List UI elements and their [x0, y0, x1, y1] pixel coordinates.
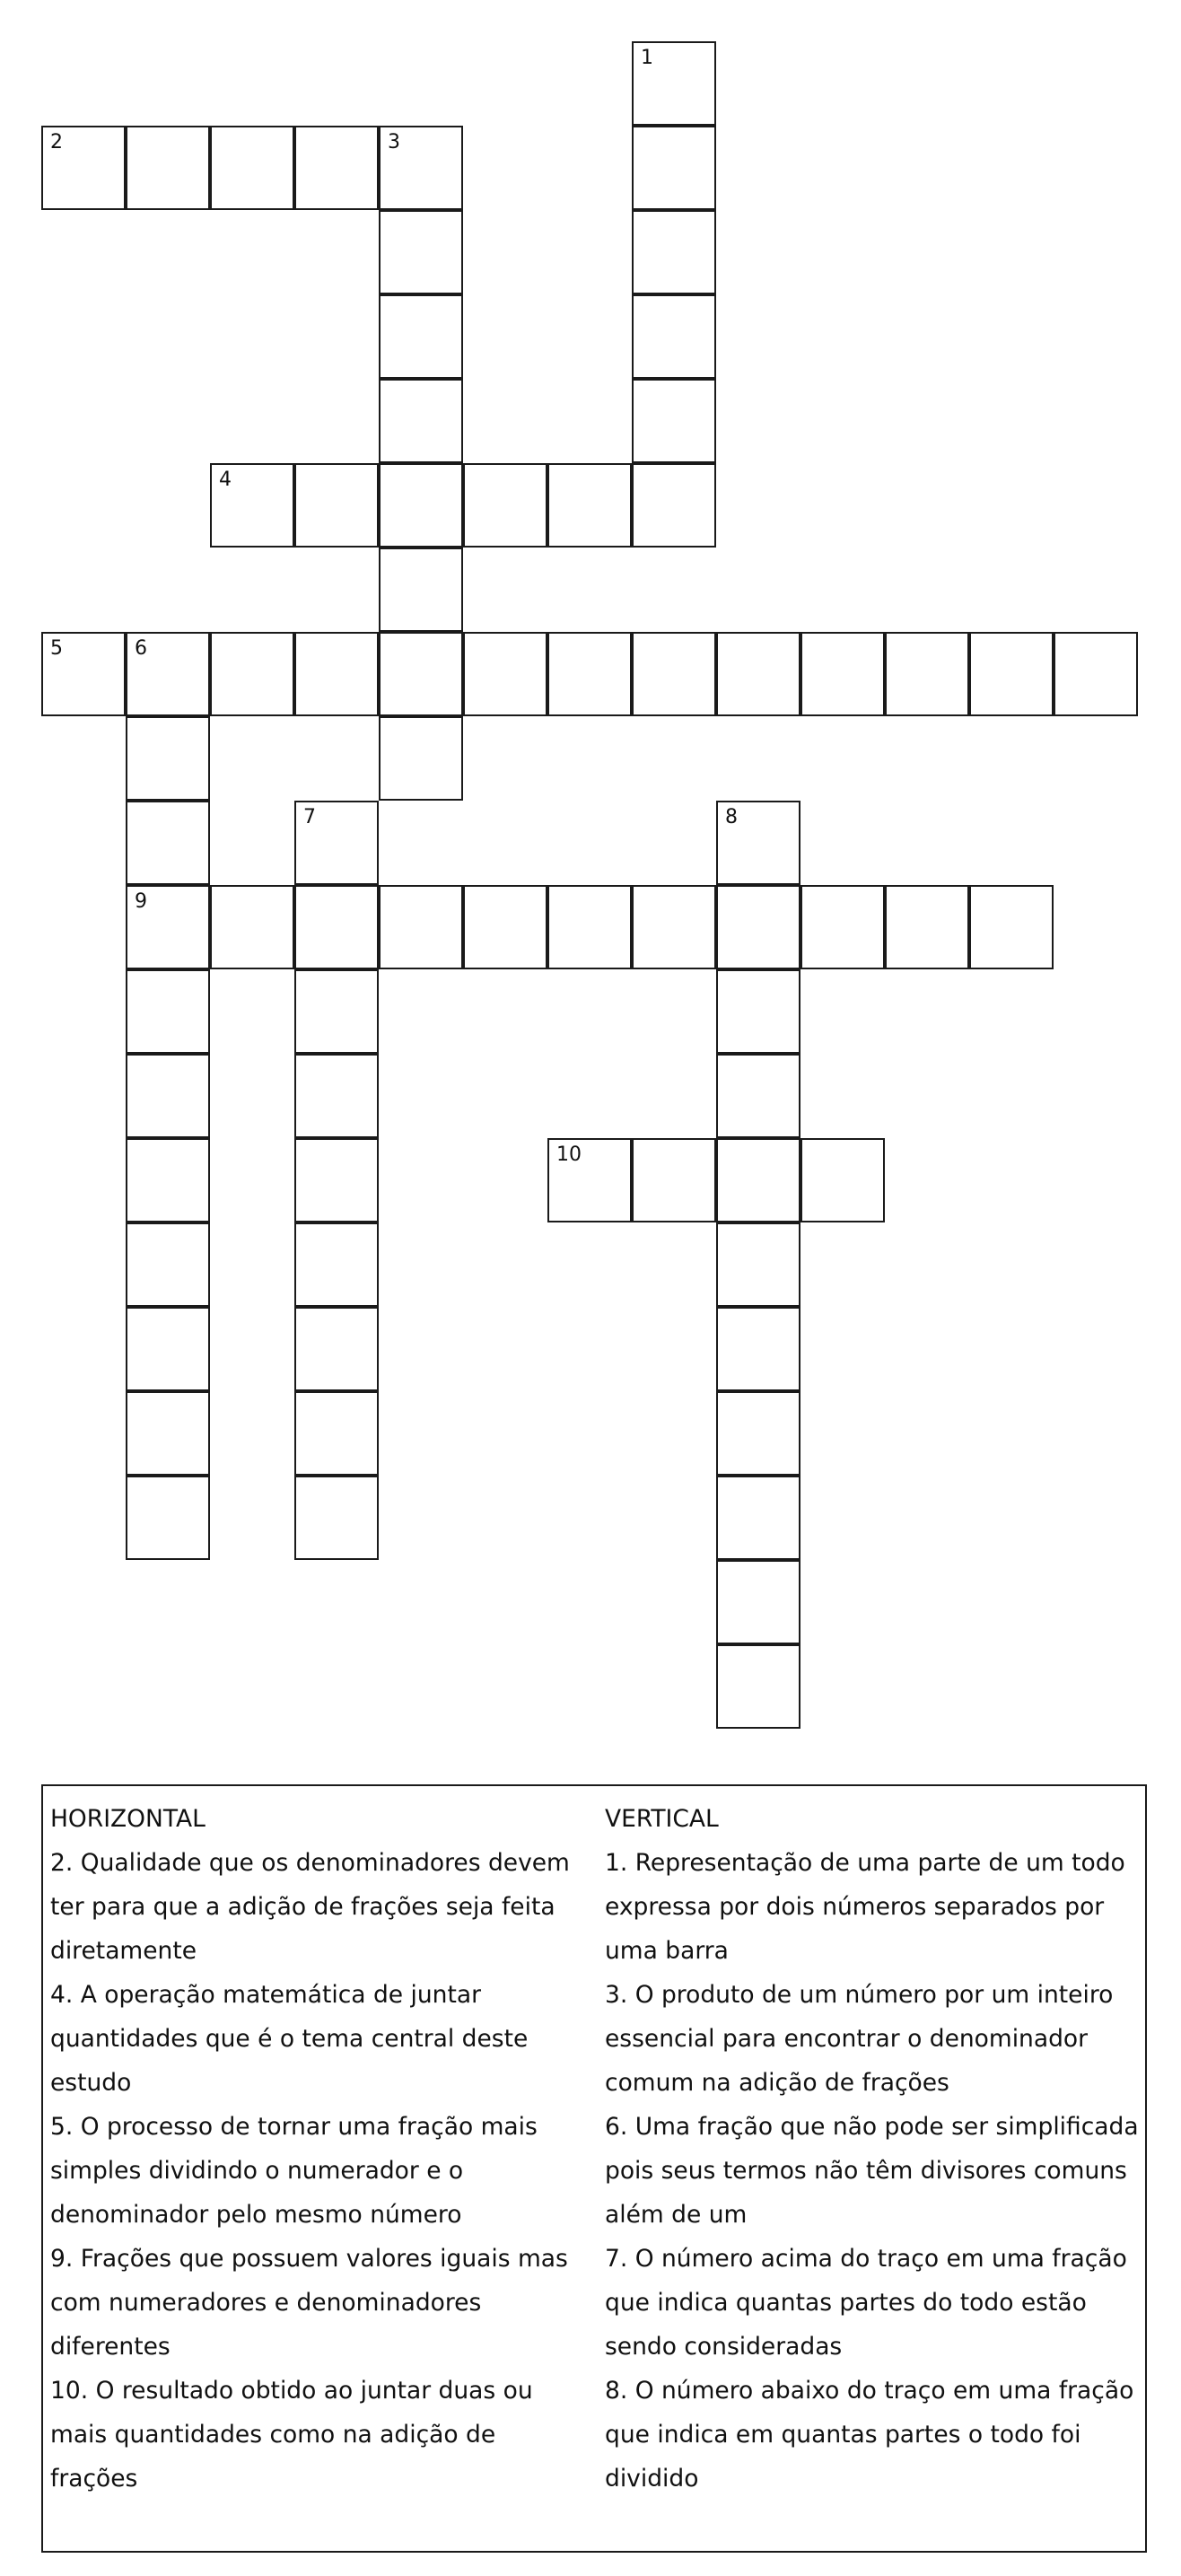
- crossword-cell[interactable]: [126, 716, 210, 801]
- crossword-cell[interactable]: [294, 632, 379, 716]
- crossword-cell[interactable]: [632, 463, 716, 548]
- crossword-cell[interactable]: [294, 1054, 379, 1138]
- crossword-cell[interactable]: [800, 1138, 885, 1222]
- clue-line: que indica quantas partes do todo estão: [605, 2289, 1087, 2317]
- crossword-cell[interactable]: [294, 1476, 379, 1560]
- crossword-cell[interactable]: [210, 126, 294, 210]
- crossword-cell[interactable]: [632, 210, 716, 294]
- crossword-cell[interactable]: [379, 548, 463, 632]
- crossword-cell[interactable]: [716, 1644, 800, 1729]
- clues-box: [41, 1784, 1147, 2553]
- clue-line: mais quantidades como na adição de: [50, 2421, 496, 2449]
- crossword-cell[interactable]: [126, 969, 210, 1054]
- crossword-cell[interactable]: [210, 632, 294, 716]
- crossword-cell[interactable]: [210, 885, 294, 969]
- crossword-cell[interactable]: [716, 969, 800, 1054]
- crossword-cell[interactable]: [126, 885, 210, 969]
- crossword-cell[interactable]: [716, 1307, 800, 1391]
- crossword-cell[interactable]: [716, 1138, 800, 1222]
- crossword-cell[interactable]: [379, 126, 463, 210]
- crossword-cell[interactable]: [969, 885, 1054, 969]
- clue-line: uma barra: [605, 1937, 729, 1965]
- crossword-cell[interactable]: [210, 463, 294, 548]
- crossword-cell[interactable]: [379, 632, 463, 716]
- crossword-cell[interactable]: [800, 885, 885, 969]
- crossword-cell[interactable]: [126, 1138, 210, 1222]
- crossword-cell[interactable]: [716, 1054, 800, 1138]
- crossword-cell[interactable]: [547, 632, 632, 716]
- clue-line: sendo consideradas: [605, 2333, 843, 2361]
- crossword-cell[interactable]: [632, 379, 716, 463]
- crossword-cell[interactable]: [716, 885, 800, 969]
- horizontal-heading: HORIZONTAL: [50, 1805, 206, 1833]
- crossword-cell[interactable]: [294, 969, 379, 1054]
- crossword-cell[interactable]: [969, 632, 1054, 716]
- clue-number: 5: [50, 637, 63, 660]
- crossword-cell[interactable]: [126, 1054, 210, 1138]
- crossword-cell[interactable]: [379, 463, 463, 548]
- crossword-cell[interactable]: [294, 1138, 379, 1222]
- crossword-cell[interactable]: [716, 1560, 800, 1644]
- clue-line: com numeradores e denominadores: [50, 2289, 482, 2317]
- crossword-cell[interactable]: [294, 885, 379, 969]
- clue-line: 3. O produto de um número por um inteiro: [605, 1981, 1114, 2009]
- clue-line: quantidades que é o tema central deste: [50, 2025, 529, 2053]
- crossword-cell[interactable]: [379, 379, 463, 463]
- clue-line: 7. O número acima do traço em uma fração: [605, 2245, 1127, 2273]
- crossword-cell[interactable]: [294, 463, 379, 548]
- crossword-cell[interactable]: [294, 126, 379, 210]
- clue-line: 10. O resultado obtido ao juntar duas ou: [50, 2377, 533, 2405]
- crossword-cell[interactable]: [632, 126, 716, 210]
- clue-line: simples dividindo o numerador e o: [50, 2157, 464, 2185]
- clue-line: expressa por dois números separados por: [605, 1893, 1105, 1921]
- crossword-cell[interactable]: [632, 294, 716, 379]
- crossword-cell[interactable]: [632, 885, 716, 969]
- clue-line: diferentes: [50, 2333, 171, 2361]
- clue-line: 1. Representação de uma parte de um todo: [605, 1849, 1125, 1877]
- clue-line: frações: [50, 2465, 138, 2493]
- crossword-cell[interactable]: [126, 1222, 210, 1307]
- clue-line: 5. O processo de tornar uma fração mais: [50, 2113, 538, 2141]
- clue-line: comum na adição de frações: [605, 2069, 949, 2097]
- clue-number: 1: [641, 47, 653, 69]
- crossword-cell[interactable]: [126, 632, 210, 716]
- crossword-cell[interactable]: [379, 210, 463, 294]
- crossword-cell[interactable]: [126, 1391, 210, 1476]
- crossword-cell[interactable]: [379, 716, 463, 801]
- clue-number: 2: [50, 131, 63, 153]
- clue-number: 8: [725, 806, 738, 828]
- clue-number: 3: [388, 131, 400, 153]
- clue-line: 4. A operação matemática de juntar: [50, 1981, 481, 2009]
- crossword-cell[interactable]: [379, 885, 463, 969]
- clue-line: ter para que a adição de frações seja feita: [50, 1893, 556, 1921]
- clue-line: denominador pelo mesmo número: [50, 2201, 462, 2229]
- clue-line: essencial para encontrar o denominador: [605, 2025, 1089, 2053]
- clue-line: além de um: [605, 2201, 748, 2229]
- clue-number: 10: [556, 1143, 582, 1166]
- crossword-cell[interactable]: [800, 632, 885, 716]
- crossword-cell[interactable]: [126, 126, 210, 210]
- clue-line: 6. Uma fração que não pode ser simplificada: [605, 2113, 1139, 2141]
- crossword-cell[interactable]: [463, 463, 547, 548]
- clue-line: 9. Frações que possuem valores iguais mas: [50, 2245, 568, 2273]
- crossword-cell[interactable]: [547, 885, 632, 969]
- crossword-cell[interactable]: [294, 1391, 379, 1476]
- crossword-cell[interactable]: [463, 885, 547, 969]
- clue-line: 8. O número abaixo do traço em uma fração: [605, 2377, 1134, 2405]
- crossword-cell[interactable]: [716, 1391, 800, 1476]
- clue-line: que indica em quantas partes o todo foi: [605, 2421, 1081, 2449]
- crossword-cell[interactable]: [126, 801, 210, 885]
- crossword-cell[interactable]: [885, 885, 969, 969]
- crossword-cell[interactable]: [294, 1307, 379, 1391]
- crossword-cell[interactable]: [716, 632, 800, 716]
- vertical-clues: [605, 1797, 1143, 2501]
- clue-number: 4: [219, 469, 232, 491]
- crossword-cell[interactable]: [126, 1307, 210, 1391]
- clue-line: dividido: [605, 2465, 699, 2493]
- crossword-cell[interactable]: [716, 1476, 800, 1560]
- crossword-cell[interactable]: [716, 1222, 800, 1307]
- clue-number: 6: [135, 637, 147, 660]
- clue-line: pois seus termos não têm divisores comuns: [605, 2157, 1127, 2185]
- crossword-cell[interactable]: [463, 632, 547, 716]
- clue-number: 7: [303, 806, 316, 828]
- clue-line: diretamente: [50, 1937, 197, 1965]
- crossword-cell[interactable]: [294, 801, 379, 885]
- crossword-cell[interactable]: [632, 632, 716, 716]
- crossword-cell[interactable]: [41, 632, 126, 716]
- crossword-cell[interactable]: [632, 1138, 716, 1222]
- clue-number: 9: [135, 890, 147, 913]
- horizontal-clues: [50, 1797, 589, 2501]
- crossword-cell[interactable]: [41, 126, 126, 210]
- crossword-cell[interactable]: [632, 41, 716, 126]
- vertical-heading: VERTICAL: [605, 1805, 719, 1833]
- crossword-cell[interactable]: [547, 463, 632, 548]
- crossword-cell[interactable]: [1054, 632, 1138, 716]
- clue-line: estudo: [50, 2069, 132, 2097]
- crossword-cell[interactable]: [379, 294, 463, 379]
- crossword-cell[interactable]: [885, 632, 969, 716]
- clue-line: 2. Qualidade que os denominadores devem: [50, 1849, 570, 1877]
- crossword-cell[interactable]: [294, 1222, 379, 1307]
- crossword-cell[interactable]: [716, 801, 800, 885]
- crossword-cell[interactable]: [547, 1138, 632, 1222]
- crossword-cell[interactable]: [126, 1476, 210, 1560]
